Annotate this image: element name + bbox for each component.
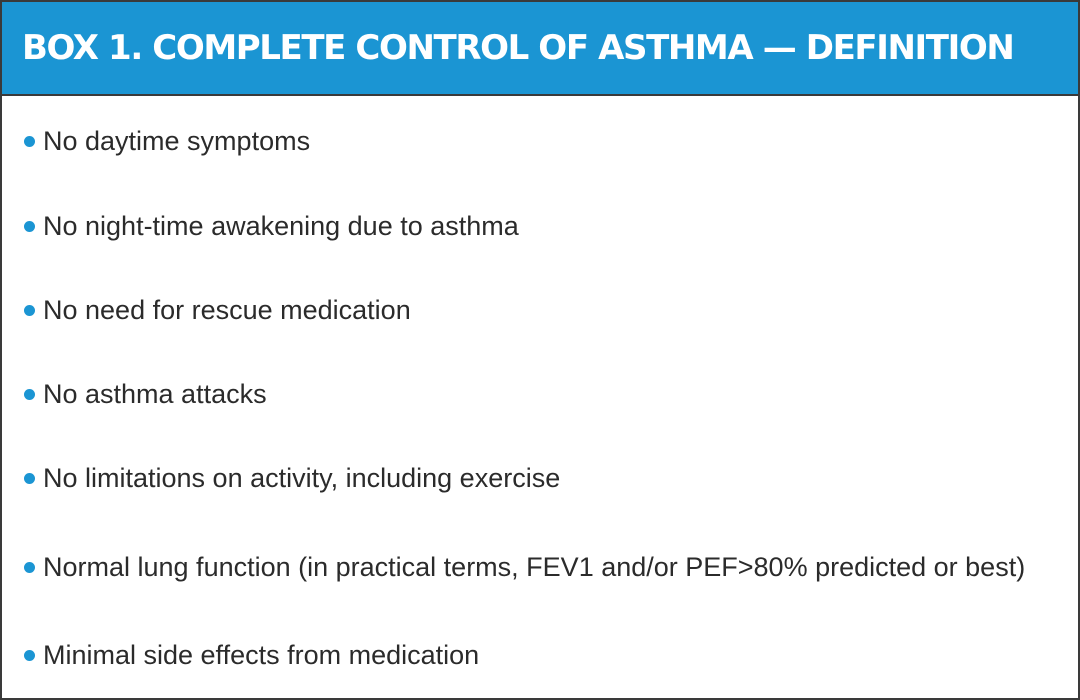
bullet-icon: [24, 221, 35, 232]
box-header: [2, 2, 1078, 96]
list-item-text: Normal lung function (in practical terms, FEV1 and/or PEF>80% predicted or best): [43, 552, 1026, 582]
list-item-text: No need for rescue medication: [43, 295, 411, 325]
list-item: [24, 642, 479, 669]
list-item-text: No asthma attacks: [43, 379, 267, 409]
list-item-text: Minimal side effects from medication: [43, 640, 480, 670]
list-item: [24, 128, 310, 155]
bullet-icon: [24, 473, 35, 484]
bullet-icon: [24, 305, 35, 316]
list-item: [24, 297, 411, 324]
list-item: [24, 554, 1025, 581]
bullet-icon: [24, 562, 35, 573]
box-title: BOX 1. COMPLETE CONTROL OF ASTHMA — DEFINITION: [22, 28, 1014, 68]
list-item-text: No limitations on activity, including exercise: [43, 463, 561, 493]
list-item: [24, 465, 560, 492]
list-item: [24, 213, 519, 240]
list-item-text: No daytime symptoms: [43, 126, 311, 156]
list-item: [24, 381, 267, 408]
bullet-icon: [24, 136, 35, 147]
bullet-icon: [24, 650, 35, 661]
list-item-text: No night-time awakening due to asthma: [43, 211, 519, 241]
bullet-icon: [24, 389, 35, 400]
